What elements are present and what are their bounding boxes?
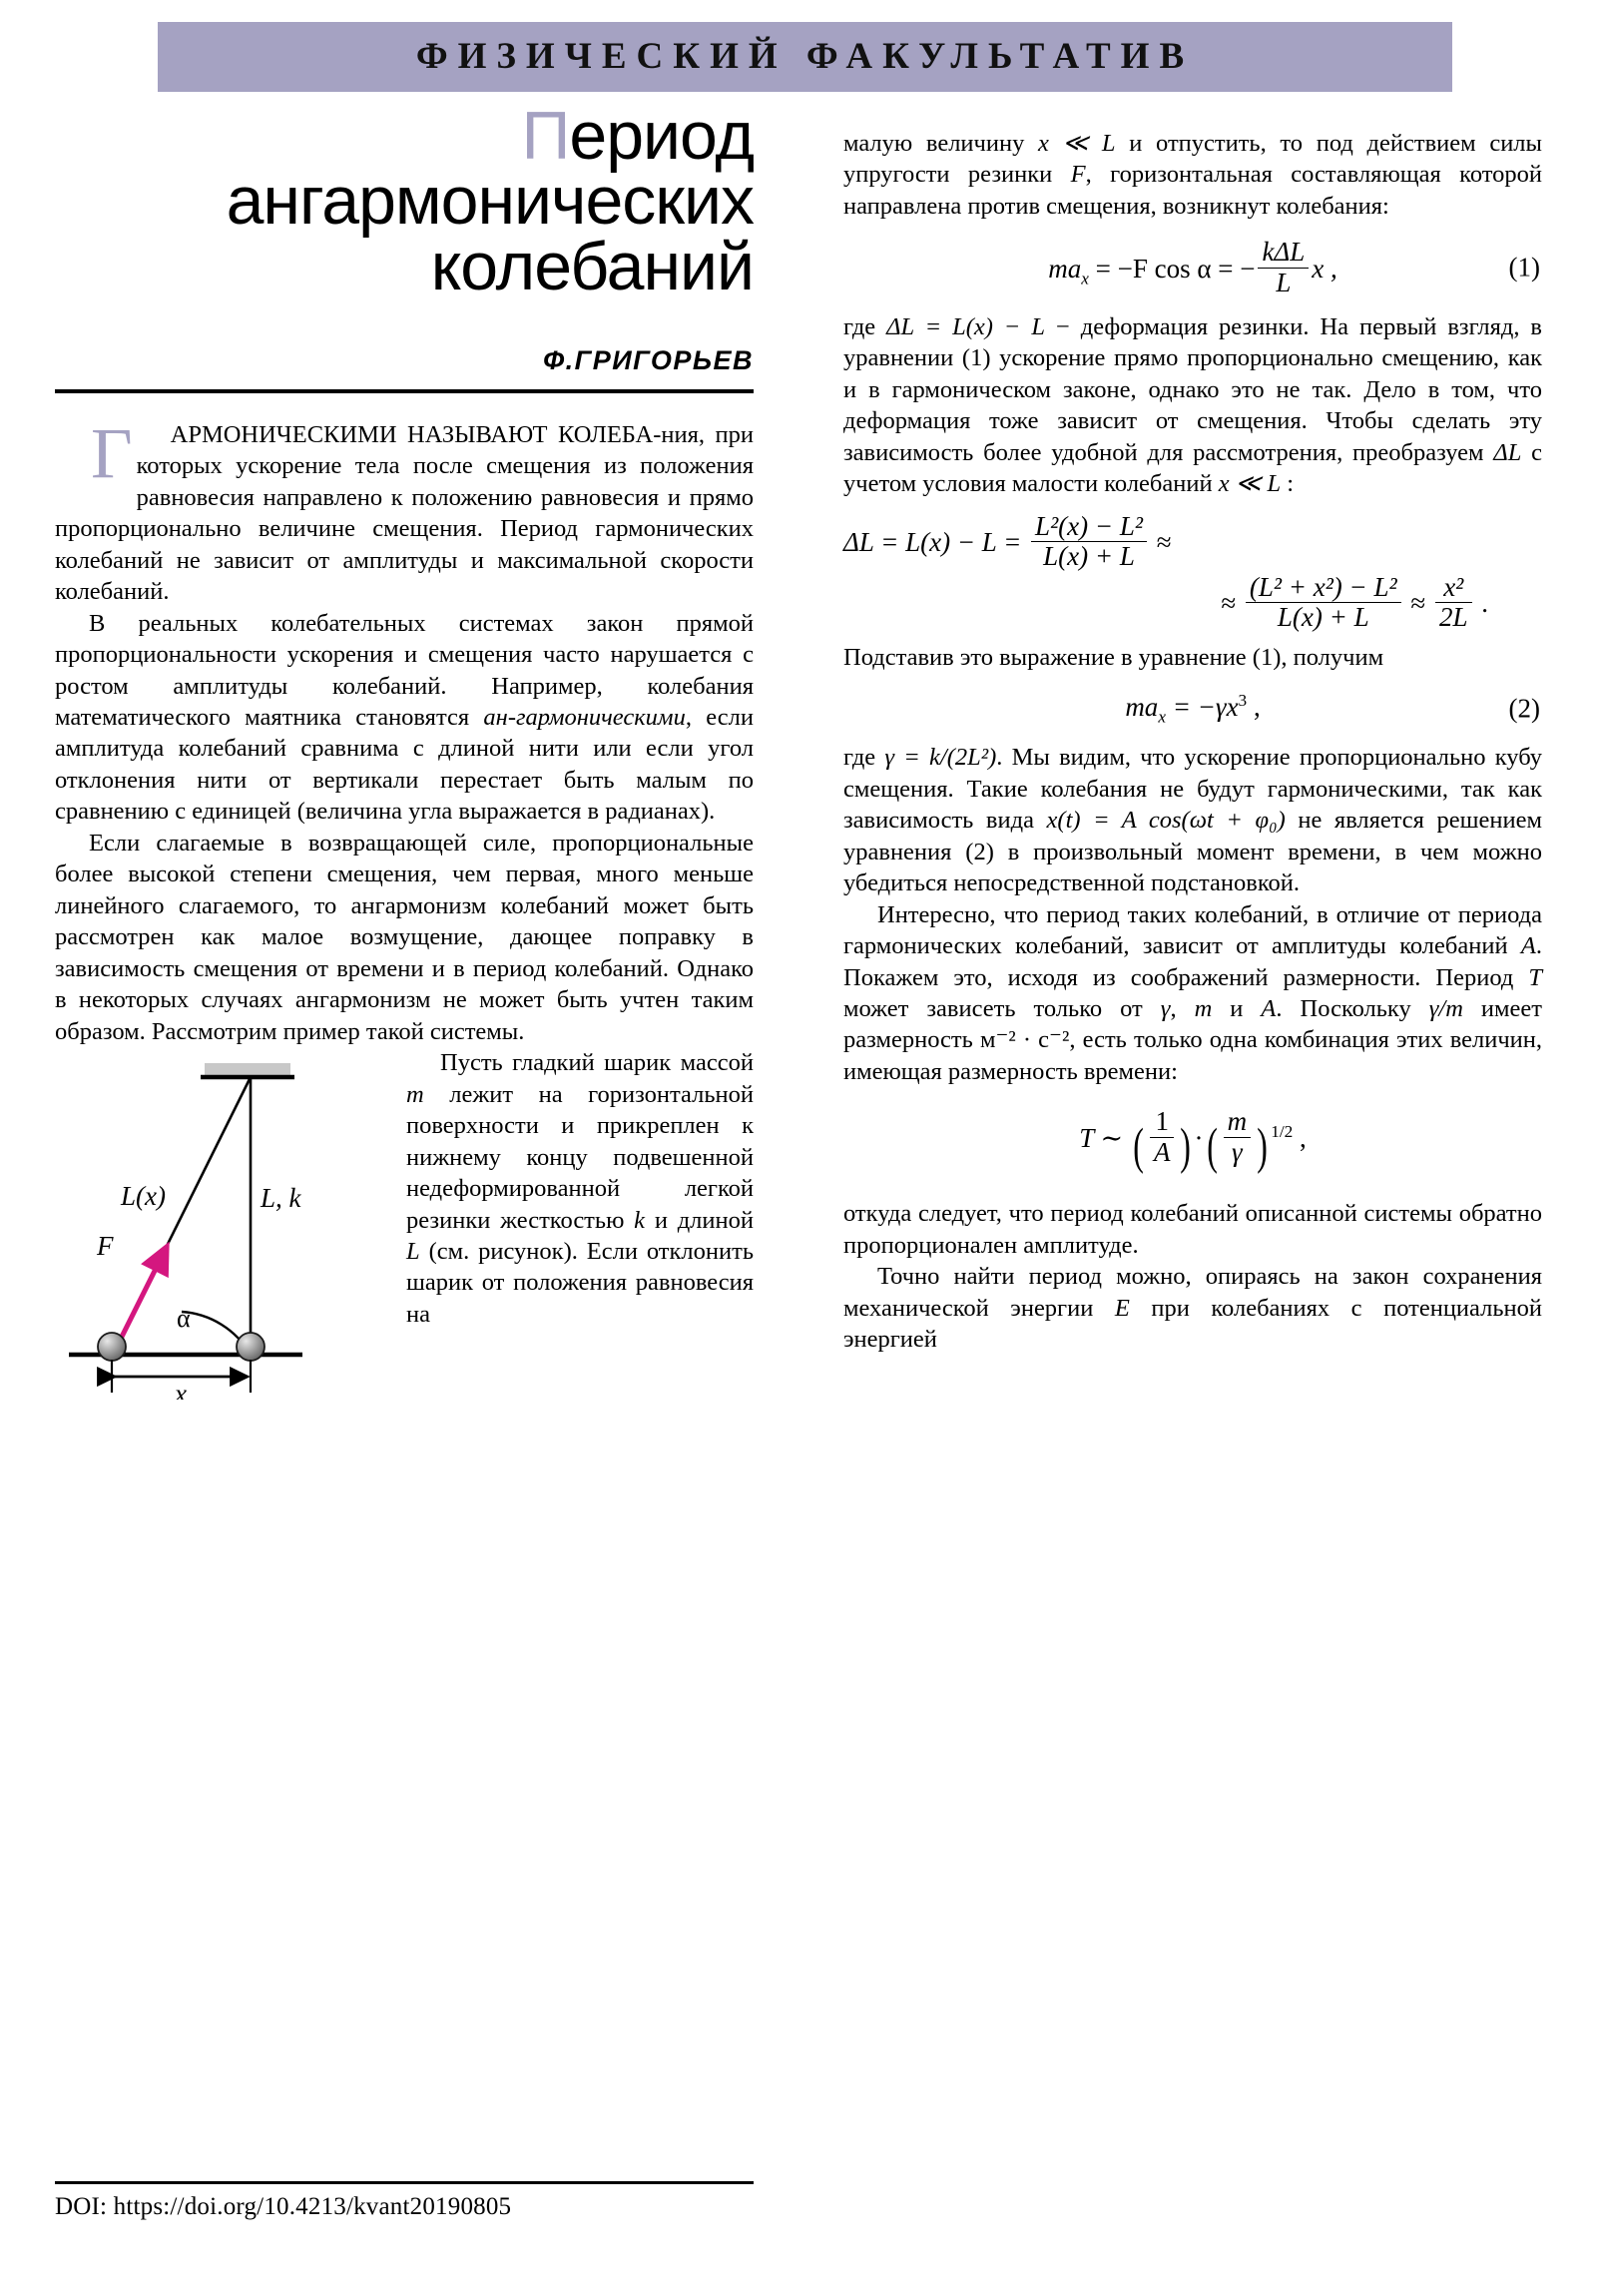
inline-math-x-of-t: x(t) = A cos(ωt + φ₀): [1046, 807, 1286, 835]
figure-label-alpha: α: [177, 1304, 191, 1334]
eqdl-l2-tail: .: [1481, 587, 1488, 618]
inline-math-x-ll-L: x ≪ L: [1038, 130, 1116, 157]
inline-math-x-ll-L-2: x ≪ L: [1218, 470, 1282, 498]
inline-dimension: м⁻² · с⁻²: [979, 1026, 1070, 1054]
eqdl-l2-fraction-1: [1246, 573, 1401, 632]
paragraph-4-part-b: лежит на горизонтальной поверхности и прикреплен к нижнему концу подвешенной недеформированной легкой резинки жесткостью: [406, 1080, 754, 1234]
eqT-fraction-1: [1150, 1107, 1175, 1166]
eq2-exponent: 3: [1238, 690, 1248, 710]
title-dropcap: П: [521, 98, 570, 174]
r-p2-c: с учетом условия малости колебаний: [843, 438, 1543, 498]
eqdl-l2-lead: ≈: [1221, 587, 1237, 618]
r-paragraph-5: [843, 899, 1542, 1088]
author-byline: Ф.ГРИГОРЬЕВ: [543, 344, 754, 375]
equation-period-body: [1079, 1106, 1307, 1176]
var-E: E: [1114, 1294, 1130, 1322]
eqdl-l2-den: L(x) + L: [1246, 602, 1401, 632]
pendulum-diagram: [55, 1055, 384, 1400]
eq2-lhs: ma: [1125, 691, 1159, 722]
figure-label-F: F: [97, 1231, 114, 1262]
force-arrow-icon: [117, 1247, 167, 1347]
page-title: [55, 98, 754, 304]
eqT-exponent: 1/2: [1271, 1121, 1294, 1141]
r-p4-b: . Мы видим, что ускорение пропорционально кубу смещения. Такие колебания не будут гармоническими, так как зависимость вида: [843, 744, 1543, 835]
var-gamma: γ: [1160, 994, 1171, 1022]
eqT-lhs: T ∼: [1079, 1122, 1124, 1153]
footer: [55, 2181, 754, 2221]
r-paragraph-7: [843, 1261, 1542, 1355]
eqT-paren-close-2: ): [1257, 1118, 1268, 1176]
r-p5-c: может зависеть только от: [843, 994, 1161, 1022]
var-A-2: A: [1261, 994, 1277, 1022]
paragraph-2-part-a: В реальных колебательных системах закон прямой пропорциональности ускорения и смещения часто нарушается с ростом амплитуды колебаний. Например, колебания математического маятника становятся: [55, 609, 754, 732]
ball-displaced-icon: [98, 1333, 126, 1361]
r-paragraph-1: [843, 128, 1542, 222]
r-paragraph-2: [843, 311, 1542, 500]
r-p7-a: Точно найти период можно, опираясь на закон сохранения механической энергии: [843, 1263, 1542, 1322]
pendulum-figure: [55, 1055, 384, 1400]
eq1-fraction: [1258, 238, 1309, 296]
r-p1-c: , горизонтальная составляющая которой направлена против смещения, возникнут колебания:: [843, 161, 1542, 220]
eqT-tail: ,: [1293, 1122, 1307, 1153]
doi-label: DOI:: [55, 2193, 108, 2220]
paragraph-4-part-c: и длиной: [645, 1206, 754, 1234]
paragraph-3: Если слагаемые в возвращающей силе, пропорциональные более высокой степени смещения, чем первая, много меньше линейного слагаемого, то ангармонизм колебаний может быть рассмотрен как малое возмущение, дающее поправку в зависимость смещения от времени и в период колебаний. Однако в некоторых случаях ангармонизм не может быть учтен таким образом. Рассмотрим пример такой системы.: [55, 829, 754, 1045]
figure-label-x: x: [175, 1379, 187, 1401]
r-p5-e: и: [1212, 994, 1262, 1022]
paragraph-1: [55, 412, 754, 608]
left-column-body: [55, 412, 754, 1401]
eqdl-l1-den: L(x) + L: [1031, 541, 1147, 571]
r-paragraph-3: Подставив это выражение в уравнение (1), получим: [843, 644, 1384, 672]
eqT-dot: ·: [1194, 1122, 1204, 1153]
var-m: m: [406, 1080, 424, 1108]
equation-1-number: (1): [1508, 252, 1540, 283]
equation-1-body: [1048, 237, 1337, 297]
eqdl-l2-num: (L² + x²) − L²: [1249, 571, 1397, 602]
eq1-mid: = −F cos α = −: [1088, 253, 1256, 284]
paragraph-2: [55, 608, 754, 828]
inline-math-gamma-def: γ = k/(2L²): [884, 744, 997, 772]
ball-equilibrium-icon: [237, 1333, 265, 1361]
var-k: k: [634, 1206, 646, 1234]
r-paragraph-4: [843, 742, 1542, 898]
title-line-3: колебаний: [430, 228, 754, 304]
title-line-1: ериод: [569, 98, 754, 174]
var-m-2: m: [1194, 994, 1213, 1022]
left-column: [55, 100, 754, 1402]
footer-divider: [55, 2181, 754, 2184]
r-p5-d: ,: [1170, 994, 1195, 1022]
section-banner-label: ФИЗИЧЕСКИЙ ФАКУЛЬТАТИВ: [415, 36, 1195, 77]
ceiling-block-icon: [205, 1063, 290, 1076]
equation-1: [843, 238, 1542, 296]
equation-deltaL-line1: [843, 512, 1542, 571]
r-p4-c: не является решением уравнения (2) в произвольный момент времени, в чем можно убедиться непосредственной подстановкой.: [843, 807, 1543, 897]
r-p4-a: где: [843, 744, 885, 772]
r-p5-a: Интересно, что период таких колебаний, в отличие от периода гармонических колебаний, зависит от амплитуды колебаний: [843, 900, 1542, 960]
doi-line: [55, 2193, 754, 2221]
eq1-lhs: ma: [1048, 253, 1082, 284]
var-L: L: [406, 1237, 420, 1265]
r-p5-h: , есть только одна комбинация этих величин, имеющая размерность времени:: [843, 1026, 1543, 1085]
equation-2-number: (2): [1508, 693, 1540, 724]
eqT-num2: m: [1227, 1106, 1248, 1137]
eq1-tail: x ,: [1312, 253, 1337, 284]
eq2-tail: ,: [1247, 691, 1261, 722]
r-p1-a: малую величину: [843, 130, 1039, 157]
eqdl-l2-fraction-2: [1435, 573, 1472, 632]
eqT-num1: 1: [1155, 1106, 1169, 1137]
var-T: T: [1528, 963, 1542, 991]
eqT-paren-open-1: (: [1133, 1118, 1144, 1176]
title-line-2: ангармонических: [226, 163, 754, 240]
r-paragraph-6: откуда следует, что период колебаний описанной системы обратно пропорционален амплитуде.: [843, 1200, 1542, 1259]
section-banner: [158, 22, 1452, 92]
figure-label-Lk: L, k: [261, 1183, 301, 1214]
paragraph-2-part-b: , если амплитуда колебаний сравнима с длиной нити или если угол отклонения нити от вертикали перестает быть малым по сравнению с единицей (величина угла выражается в радианах).: [55, 704, 754, 826]
r-p2-d: :: [1281, 470, 1295, 498]
eq1-numerator: kΔL: [1262, 237, 1306, 268]
eqdl-l2-mid: ≈: [1410, 587, 1426, 618]
eq2-rhs: = −γx: [1165, 691, 1239, 722]
eqT-den2: γ: [1224, 1137, 1252, 1167]
eqdl-l1-num: L²(x) − L²: [1035, 510, 1143, 541]
eq1-lhs-sub: x: [1081, 268, 1089, 287]
eqT-den1: A: [1150, 1137, 1175, 1167]
paragraph-1-rest: ния, при которых ускорение тела после смещения из положения равновесия направлено к положению равновесия и прямо пропорционально величине смещения. Период гармонических колебаний не зависит от амплитуды и максимальной скорости колебаний.: [55, 420, 754, 606]
eqdl-l1-lhs: ΔL = L(x) − L =: [843, 526, 1022, 557]
paragraph-4-part-a: Пусть гладкий шарик массой: [440, 1049, 754, 1077]
paragraph-2-emphasis: ан-гармоническими: [483, 704, 686, 732]
equation-period: [843, 1107, 1542, 1180]
equation-deltaL-line2: [843, 573, 1542, 632]
eqT-fraction-2: [1224, 1107, 1252, 1166]
inline-math-deltaL: ΔL: [1493, 438, 1522, 466]
body-dropcap: Г: [91, 412, 133, 493]
r-p5-g2: имеет размерность: [843, 994, 1543, 1054]
eq2-lhs-sub: x: [1158, 707, 1166, 727]
eqdl-l2-num2: x²: [1443, 571, 1464, 602]
byline-divider: [55, 389, 754, 393]
r-p5-f: . Поскольку: [1276, 994, 1429, 1022]
eqdl-l2-den2: 2L: [1435, 602, 1472, 632]
r-p5-b: . Покажем это, исходя из соображений размерности. Период: [843, 932, 1542, 991]
figure-label-Lx: L(x): [121, 1181, 166, 1212]
r-p2-b: − деформация резинки. На первый взгляд, в уравнении (1) ускорение прямо пропорционально смещению, как и в гармоническом законе, однако это не так. Дело в том, что деформация тоже зависит от смещения. Чтобы сделать эту зависимость более удобной для рассмотрения, преобразуем: [843, 312, 1542, 466]
eqT-paren-close-1: ): [1180, 1118, 1192, 1176]
equation-2-body: [1125, 690, 1261, 727]
r-p1-b: и отпустить, то под действием силы упругости резинки: [843, 130, 1542, 189]
eq1-denominator: L: [1258, 268, 1309, 297]
var-A: A: [1520, 932, 1536, 960]
var-F: F: [1070, 161, 1086, 189]
inline-math-gamma-over-m: γ/m: [1428, 994, 1463, 1022]
paragraph-1-smallcaps: АРМОНИЧЕСКИМИ НАЗЫВАЮТ КОЛЕБА-: [170, 420, 662, 448]
inline-math-deltaL-def: ΔL = L(x) − L: [886, 312, 1046, 340]
paragraph-4-part-d: (см. рисунок). Если отклонить шарик от положения равновесия на: [406, 1237, 754, 1328]
r-p2-a: где: [843, 312, 887, 340]
eqdl-l1-fraction: [1031, 512, 1147, 571]
eqdl-l1-tail: ≈: [1156, 526, 1172, 557]
r-p7-b: при колебаниях с потенциальной энергией: [843, 1294, 1542, 1354]
eqT-paren-open-2: (: [1206, 1118, 1218, 1176]
right-column: [843, 128, 1542, 1356]
doi-url[interactable]: https://doi.org/10.4213/kvant20190805: [113, 2193, 512, 2220]
equation-2: [843, 690, 1542, 729]
